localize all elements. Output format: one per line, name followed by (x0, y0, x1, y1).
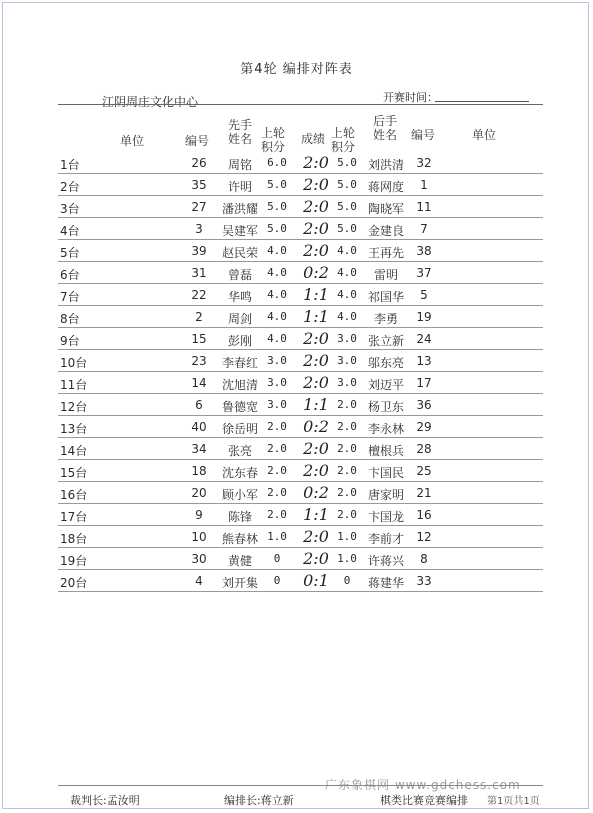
board-number: 16台 (60, 488, 88, 502)
header-no-right: 编号 (410, 128, 435, 142)
page-title: 第4轮 编排对阵表 (240, 62, 353, 77)
white-player-no: 3 (195, 222, 203, 236)
watermark-text: 广东象棋网 www.gdchess.com (325, 778, 521, 792)
black-player-name: 祁国华 (367, 290, 404, 304)
white-player-name: 黄健 (227, 554, 252, 568)
white-prev-points: 6.0 (267, 156, 287, 169)
game-result: 2:0 (303, 527, 329, 546)
black-player-no: 36 (416, 398, 432, 412)
table-row (58, 394, 543, 416)
white-player-no: 18 (191, 464, 207, 478)
game-result: 2:0 (303, 329, 329, 348)
board-number: 12台 (60, 400, 88, 414)
white-player-no: 39 (191, 244, 207, 258)
row-divider (58, 591, 543, 592)
header-prev-pts-left-bottom: 积分 (260, 140, 285, 154)
white-prev-points: 2.0 (267, 442, 287, 455)
black-player-name: 蒋网度 (367, 180, 404, 194)
white-player-no: 2 (195, 310, 203, 324)
white-player-no: 15 (191, 332, 207, 346)
white-player-no: 9 (195, 508, 203, 522)
game-result: 0:2 (303, 483, 329, 502)
white-player-no: 30 (191, 552, 207, 566)
black-player-no: 19 (416, 310, 432, 324)
table-row (58, 174, 543, 196)
black-player-no: 29 (416, 420, 432, 434)
table-row (58, 306, 543, 328)
header-prev-pts-right (328, 126, 358, 154)
white-player-name: 赵民荣 (221, 246, 258, 260)
board-number: 13台 (60, 422, 88, 436)
black-prev-points: 2.0 (337, 508, 357, 521)
white-player-no: 40 (191, 420, 207, 434)
white-prev-points: 5.0 (267, 222, 287, 235)
board-number: 19台 (60, 554, 88, 568)
board-number: 15台 (60, 466, 88, 480)
black-player-no: 1 (420, 178, 428, 192)
software-name: 棋类比赛竞赛编排 (380, 794, 468, 807)
game-result: 0:1 (303, 571, 329, 590)
black-player-no: 21 (416, 486, 432, 500)
start-time-blank (435, 101, 529, 102)
black-player-name: 檀根兵 (367, 444, 404, 458)
white-player-name: 鲁德宽 (221, 400, 258, 414)
black-prev-points: 4.0 (337, 288, 357, 301)
header-first-player-bottom: 姓名 (227, 132, 252, 146)
table-row (58, 350, 543, 372)
table-row (58, 262, 543, 284)
black-player-name: 陶晓军 (367, 202, 404, 216)
black-prev-points: 5.0 (337, 200, 357, 213)
header-result: 成绩 (300, 132, 325, 146)
footer-divider (58, 785, 543, 786)
black-prev-points: 2.0 (337, 464, 357, 477)
white-prev-points: 2.0 (267, 508, 287, 521)
white-player-no: 23 (191, 354, 207, 368)
black-prev-points: 4.0 (337, 244, 357, 257)
black-player-no: 32 (416, 156, 432, 170)
white-player-name: 曾磊 (227, 268, 252, 282)
game-result: 2:0 (303, 241, 329, 260)
board-number: 7台 (60, 290, 80, 304)
white-prev-points: 0 (273, 574, 281, 587)
white-player-no: 35 (191, 178, 207, 192)
black-prev-points: 1.0 (337, 530, 357, 543)
white-player-name: 李春红 (221, 356, 258, 370)
black-player-name: 李永林 (367, 422, 404, 436)
white-player-name: 周铭 (227, 158, 252, 172)
black-prev-points: 2.0 (337, 486, 357, 499)
black-player-no: 28 (416, 442, 432, 456)
black-player-no: 17 (416, 376, 432, 390)
table-row (58, 284, 543, 306)
black-player-name: 唐家明 (367, 488, 404, 502)
white-player-name: 彭刚 (227, 334, 252, 348)
game-result: 1:1 (303, 505, 329, 524)
black-prev-points: 3.0 (337, 332, 357, 345)
board-number: 8台 (60, 312, 80, 326)
black-player-no: 8 (420, 552, 428, 566)
black-prev-points: 5.0 (337, 178, 357, 191)
game-result: 1:1 (303, 307, 329, 326)
white-player-name: 沈旭清 (221, 378, 258, 392)
white-prev-points: 3.0 (267, 354, 287, 367)
black-player-name: 许蒋兴 (367, 554, 404, 568)
white-prev-points: 2.0 (267, 486, 287, 499)
black-prev-points: 2.0 (337, 442, 357, 455)
board-number: 3台 (60, 202, 80, 216)
header-unit-left: 单位 (119, 134, 144, 148)
white-player-no: 27 (191, 200, 207, 214)
board-number: 4台 (60, 224, 80, 238)
white-player-name: 刘开集 (221, 576, 258, 590)
page-number: 第1页共1页 (487, 796, 540, 807)
board-number: 2台 (60, 180, 80, 194)
white-prev-points: 4.0 (267, 266, 287, 279)
white-prev-points: 3.0 (267, 376, 287, 389)
header-first-player (216, 118, 264, 146)
white-player-no: 20 (191, 486, 207, 500)
table-row (58, 438, 543, 460)
arranger-signature: 编排长:蒋立新 (224, 794, 294, 807)
white-player-name: 华鸣 (227, 290, 252, 304)
black-player-no: 25 (416, 464, 432, 478)
table-row (58, 504, 543, 526)
white-player-name: 陈锋 (227, 510, 252, 524)
board-number: 10台 (60, 356, 88, 370)
black-player-name: 蒋建华 (367, 576, 404, 590)
table-row (58, 218, 543, 240)
black-prev-points: 2.0 (337, 420, 357, 433)
game-result: 2:0 (303, 197, 329, 216)
white-prev-points: 1.0 (267, 530, 287, 543)
black-prev-points: 4.0 (337, 310, 357, 323)
black-prev-points: 3.0 (337, 376, 357, 389)
white-player-no: 26 (191, 156, 207, 170)
white-player-no: 31 (191, 266, 207, 280)
black-player-no: 11 (416, 200, 432, 214)
black-prev-points: 2.0 (337, 398, 357, 411)
header-no-left: 编号 (184, 134, 209, 148)
white-player-name: 吴建军 (221, 224, 258, 238)
black-prev-points: 5.0 (337, 222, 357, 235)
header-second-player-bottom: 姓名 (372, 128, 397, 142)
white-prev-points: 2.0 (267, 464, 287, 477)
table-row (58, 548, 543, 570)
table-row (58, 416, 543, 438)
black-player-name: 王再先 (367, 246, 404, 260)
white-player-name: 熊春林 (221, 532, 258, 546)
game-result: 1:1 (303, 285, 329, 304)
black-player-name: 李前才 (367, 532, 404, 546)
black-prev-points: 1.0 (337, 552, 357, 565)
board-number: 1台 (60, 158, 80, 172)
black-player-name: 杨卫东 (367, 400, 404, 414)
black-player-name: 卞国民 (367, 466, 404, 480)
white-player-name: 徐岳明 (221, 422, 258, 436)
header-second-player-top: 后手 (372, 114, 397, 128)
black-prev-points: 3.0 (337, 354, 357, 367)
white-player-name: 顾小军 (221, 488, 258, 502)
white-prev-points: 5.0 (267, 178, 287, 191)
game-result: 2:0 (303, 549, 329, 568)
venue-name: 江阴周庄文化中心 (102, 95, 199, 109)
game-result: 2:0 (303, 175, 329, 194)
black-prev-points: 5.0 (337, 156, 357, 169)
black-player-no: 37 (416, 266, 432, 280)
black-player-name: 金建良 (367, 224, 404, 238)
table-row (58, 482, 543, 504)
black-player-name: 邬东亮 (367, 356, 404, 370)
table-row (58, 152, 543, 174)
table-row (58, 526, 543, 548)
white-prev-points: 4.0 (267, 332, 287, 345)
black-player-name: 刘洪清 (367, 158, 404, 172)
black-player-no: 33 (416, 574, 432, 588)
game-result: 2:0 (303, 461, 329, 480)
black-player-no: 12 (416, 530, 432, 544)
black-player-name: 刘迈平 (367, 378, 404, 392)
white-prev-points: 4.0 (267, 288, 287, 301)
black-player-no: 24 (416, 332, 432, 346)
board-number: 9台 (60, 334, 80, 348)
board-number: 5台 (60, 246, 80, 260)
white-prev-points: 4.0 (267, 310, 287, 323)
game-result: 0:2 (303, 263, 329, 282)
board-number: 11台 (60, 378, 88, 392)
black-player-no: 5 (420, 288, 428, 302)
game-result: 2:0 (303, 351, 329, 370)
white-player-no: 6 (195, 398, 203, 412)
header-prev-pts-left-top: 上轮 (260, 126, 285, 140)
table-row (58, 460, 543, 482)
black-player-name: 卞国龙 (367, 510, 404, 524)
white-prev-points: 0 (273, 552, 281, 565)
white-prev-points: 4.0 (267, 244, 287, 257)
board-number: 6台 (60, 268, 80, 282)
black-player-name: 张立新 (367, 334, 404, 348)
white-prev-points: 3.0 (267, 398, 287, 411)
white-player-no: 14 (191, 376, 207, 390)
table-row (58, 372, 543, 394)
header-unit-right: 单位 (471, 128, 496, 142)
black-player-no: 16 (416, 508, 432, 522)
table-row (58, 196, 543, 218)
white-prev-points: 5.0 (267, 200, 287, 213)
board-number: 14台 (60, 444, 88, 458)
white-player-name: 许明 (227, 180, 252, 194)
black-player-no: 7 (420, 222, 428, 236)
start-time-label: 开赛时间： (383, 91, 438, 104)
header-prev-pts-right-bottom: 积分 (330, 140, 355, 154)
black-prev-points: 0 (343, 574, 351, 587)
board-number: 20台 (60, 576, 88, 590)
game-result: 0:2 (303, 417, 329, 436)
white-player-no: 4 (195, 574, 203, 588)
black-player-no: 13 (416, 354, 432, 368)
white-player-name: 周剑 (227, 312, 252, 326)
table-row (58, 240, 543, 262)
white-player-no: 10 (191, 530, 207, 544)
game-result: 2:0 (303, 153, 329, 172)
black-player-name: 雷明 (373, 268, 398, 282)
white-player-no: 34 (191, 442, 207, 456)
black-prev-points: 4.0 (337, 266, 357, 279)
game-result: 2:0 (303, 439, 329, 458)
game-result: 2:0 (303, 373, 329, 392)
board-number: 17台 (60, 510, 88, 524)
game-result: 2:0 (303, 219, 329, 238)
header-divider (58, 104, 543, 105)
white-player-no: 22 (191, 288, 207, 302)
white-player-name: 潘洪耀 (221, 202, 258, 216)
table-row (58, 570, 543, 592)
referee-signature: 裁判长:孟汝明 (70, 794, 140, 807)
header-second-player (362, 114, 408, 142)
header-prev-pts-right-top: 上轮 (330, 126, 355, 140)
black-player-name: 李勇 (373, 312, 398, 326)
black-player-no: 38 (416, 244, 432, 258)
game-result: 1:1 (303, 395, 329, 414)
white-prev-points: 2.0 (267, 420, 287, 433)
header-first-player-top: 先手 (227, 118, 252, 132)
white-player-name: 沈东春 (221, 466, 258, 480)
board-number: 18台 (60, 532, 88, 546)
white-player-name: 张亮 (227, 444, 252, 458)
table-row (58, 328, 543, 350)
header-prev-pts-left (258, 126, 288, 154)
